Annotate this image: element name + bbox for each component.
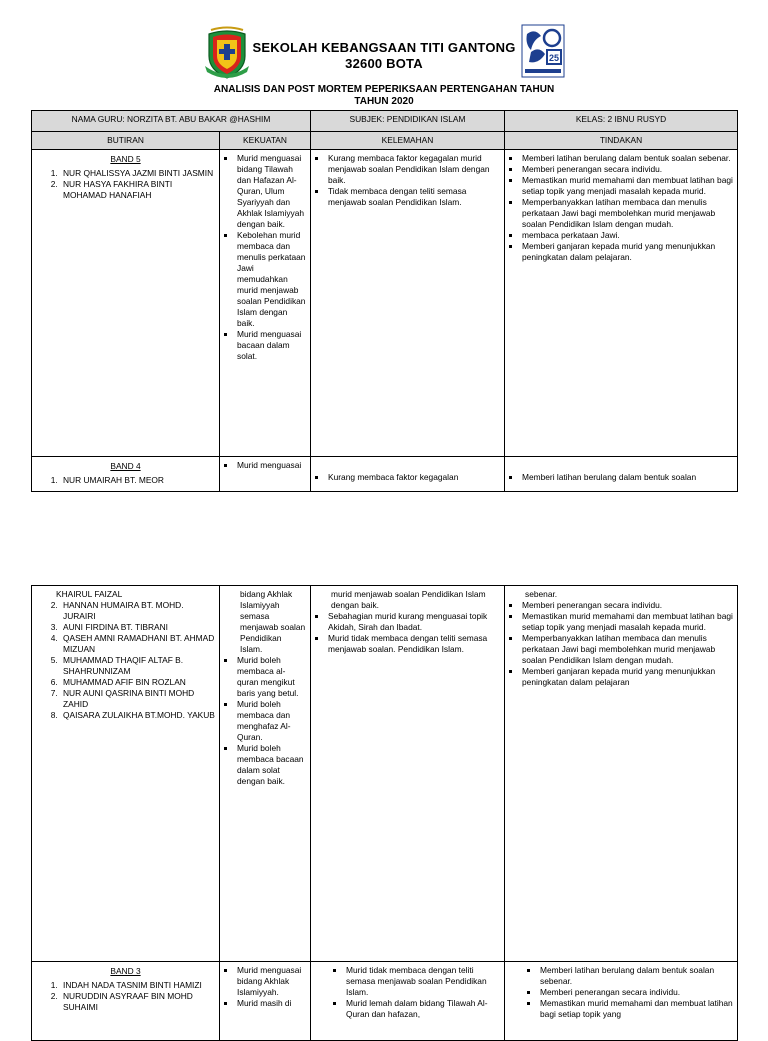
band-3-label: BAND 3 (110, 966, 141, 976)
band-4-row-start (32, 457, 738, 492)
band-3-butiran (32, 962, 220, 1041)
teacher-name-cell: NAMA GURU: NORZITA BT. ABU BAKAR @HASHIM (32, 111, 311, 132)
subject-cell: SUBJEK: PENDIDIKAN ISLAM (311, 111, 505, 132)
list-item: ▪ Sebahagian murid kurang menguasai topik Akidah, Sirah dan Ibadat. (327, 611, 500, 633)
school-name: SEKOLAH KEBANGSAAN TITI GANTONG (252, 40, 516, 55)
band-5-tindakan (505, 150, 738, 457)
list-item: ▪ Memberi latihan berulang dalam bentuk soalan sebenar. (539, 965, 733, 987)
student-name: 3. AUNI FIRDINA BT. TIBRANI (60, 622, 215, 633)
list-item: ▪ Murid masih di (236, 998, 306, 1009)
band-4-label: BAND 4 (110, 461, 141, 471)
list-item: ▪ Kurang membaca faktor kegagalan (327, 472, 500, 483)
list-item: ▪ membaca perkataan Jawi. (521, 230, 733, 241)
list-item: ▪ Memberi ganjaran kepada murid yang menunjukkan peningkatan dalam pelajaran (521, 666, 733, 688)
student-name: 4. QASEH AMNI RAMADHANI BT. AHMAD MIZUAN (60, 633, 215, 655)
student-name: 1. NUR UMAIRAH BT. MEOR (60, 475, 215, 486)
student-name: 1. INDAH NADA TASNIM BINTI HAMIZI (60, 980, 215, 991)
title-line-1: ANALISIS DAN POST MORTEM PEPERIKSAAN PERTENGAHAN TAHUN (213, 84, 555, 95)
band-4-tindakan (505, 586, 738, 962)
list-item: ▪ Memberi latihan berulang dalam bentuk soalan (521, 472, 733, 483)
list-item: ▪ Memperbanyakkan latihan membaca dan menulis perkataan Jawi bagi membolehkan murid menjawab soalan Pendidikan Islam dengan mudah. (521, 197, 733, 230)
list-item: ▪ Murid tidak membaca dengan teliti semasa menjawab soalan Pendidikan Islam. (345, 965, 500, 998)
student-name: 5. MUHAMMAD THAQIF ALTAF B. SHAHRUNNIZAM (60, 655, 215, 677)
column-header-kekuatan: KEKUATAN (220, 132, 311, 150)
band-4-kekuatan-start (220, 457, 311, 492)
school-postcode: 32600 BOTA (345, 56, 423, 71)
list-item: ▪ Kurang membaca faktor kegagalan murid menjawab soalan Pendidikan Islam dengan baik. (327, 153, 500, 186)
analysis-table-page-1 (31, 110, 738, 492)
column-header-butiran: BUTIRAN (32, 132, 220, 150)
list-item: ▪ Murid menguasai bacaan dalam solat. (236, 329, 306, 362)
list-item: ▪ Murid menguasai (236, 460, 306, 471)
band-3-kekuatan (220, 962, 311, 1041)
emblem-number: 25 (548, 53, 560, 63)
band-5-row (32, 150, 738, 457)
list-item: ▪ Memberi penerangan secara individu. (539, 987, 733, 998)
document-title (140, 84, 628, 108)
student-name: 6. MUHAMMAD AFIF BIN ROZLAN (60, 677, 215, 688)
school-crest-logo (203, 26, 251, 80)
list-item: ▪ Memastikan murid memahami dan membuat latihan bagi setiap topik yang menjadi masalah kepada murid. (521, 175, 733, 197)
list-item: ▪ Memberi ganjaran kepada murid yang menunjukkan peningkatan dalam pelajaran. (521, 241, 733, 263)
list-item: ▪ Murid boleh membaca bacaan dalam solat dengan baik. (236, 743, 306, 787)
list-item-continued: sebenar. (525, 589, 558, 599)
student-name: 7. NUR AUNI QASRINA BINTI MOHD ZAHID (60, 688, 215, 710)
list-item: ▪ Murid menguasai bidang Tilawah dan Hafazan Al-Quran, Ulum Syariyyah dan Akhlak Islamiyyah dengan baik. (236, 153, 306, 230)
list-item: ▪ Kebolehan murid membaca dan menulis perkataan Jawi memudahkan murid menjawab soalan Pendidikan Islam dengan baik. (236, 230, 306, 329)
band-4-kelemahan (311, 586, 505, 962)
list-item: ▪ Murid lemah dalam bidang Tilawah Al-Quran dan hafazan, (345, 998, 500, 1020)
list-item: ▪ Murid boleh membaca dan menghafaz Al-Quran. (236, 699, 306, 743)
band-4-butiran (32, 586, 220, 962)
student-name: 2. HANNAN HUMAIRA BT. MOHD. JURAIRI (60, 600, 215, 622)
band-4-kekuatan (220, 586, 311, 962)
student-name: 2. NURUDDIN ASYRAAF BIN MOHD SUHAIMI (60, 991, 215, 1013)
analysis-table-page-2 (31, 585, 738, 1041)
list-item: ▪ Memastikan murid memahami dan membuat latihan bagi setiap topik yang (539, 998, 733, 1020)
list-item: ▪ Memperbanyakkan latihan membaca dan menulis perkataan Jawi bagi membolehkan murid menjawab soalan Pendidikan Islam dengan mudah. (521, 633, 733, 666)
list-item: ▪ Memberi latihan berulang dalam bentuk soalan sebenar. (521, 153, 733, 164)
class-cell: KELAS: 2 IBNU RUSYD (505, 111, 738, 132)
band-5-butiran (32, 150, 220, 457)
school-header (250, 40, 518, 72)
list-item-continued: bidang Akhlak Islamiyyah semasa menjawab soalan Pendidikan Islam. (240, 589, 306, 654)
title-line-2: TAHUN 2020 (354, 96, 414, 107)
band-5-kelemahan (311, 150, 505, 457)
band-5-label: BAND 5 (110, 154, 141, 164)
list-item-continued: murid menjawab soalan Pendidikan Islam dengan baik. (331, 589, 486, 610)
band-3-kelemahan (311, 962, 505, 1041)
list-item: ▪ Murid tidak membaca dengan teliti semasa menjawab soalan. Pendidikan Islam. (327, 633, 500, 655)
list-item: ▪ Tidak membaca dengan teliti semasa menjawab soalan Pendidikan Islam. (327, 186, 500, 208)
list-item: ▪ Memberi penerangan secara individu. (521, 600, 733, 611)
band-4-kelemahan-start (311, 457, 505, 492)
student-name: 1. NUR QHALISSYA JAZMI BINTI JASMIN (60, 168, 215, 179)
student-name: 2. NUR HASYA FAKHIRA BINTI MOHAMAD HANAFIAH (60, 179, 215, 201)
band-4-tindakan-start (505, 457, 738, 492)
band-5-student-list (36, 168, 215, 201)
band-3-tindakan (505, 962, 738, 1041)
list-item: ▪ Memastikan murid memahami dan membuat latihan bagi setiap topik yang menjadi masalah kepada murid. (521, 611, 733, 633)
band-4-row-continued (32, 586, 738, 962)
list-item: ▪ Murid menguasai bidang Akhlak Islamiyyah. (236, 965, 306, 998)
band-5-kekuatan (220, 150, 311, 457)
ppd-emblem-logo (521, 24, 565, 78)
student-name: 8. QAISARA ZULAIKHA BT.MOHD. YAKUB (60, 710, 215, 721)
list-item: ▪ Murid boleh membaca al-quran mengikut baris yang betul. (236, 655, 306, 699)
band-4-student-list (36, 600, 215, 721)
student-name-continued: KHAIRUL FAIZAL (56, 589, 123, 599)
column-header-tindakan: TINDAKAN (505, 132, 738, 150)
band-3-student-list (36, 980, 215, 1013)
band-4-butiran-start (32, 457, 220, 492)
band-3-row (32, 962, 738, 1041)
column-header-kelemahan: KELEMAHAN (311, 132, 505, 150)
list-item: ▪ Memberi penerangan secara individu. (521, 164, 733, 175)
